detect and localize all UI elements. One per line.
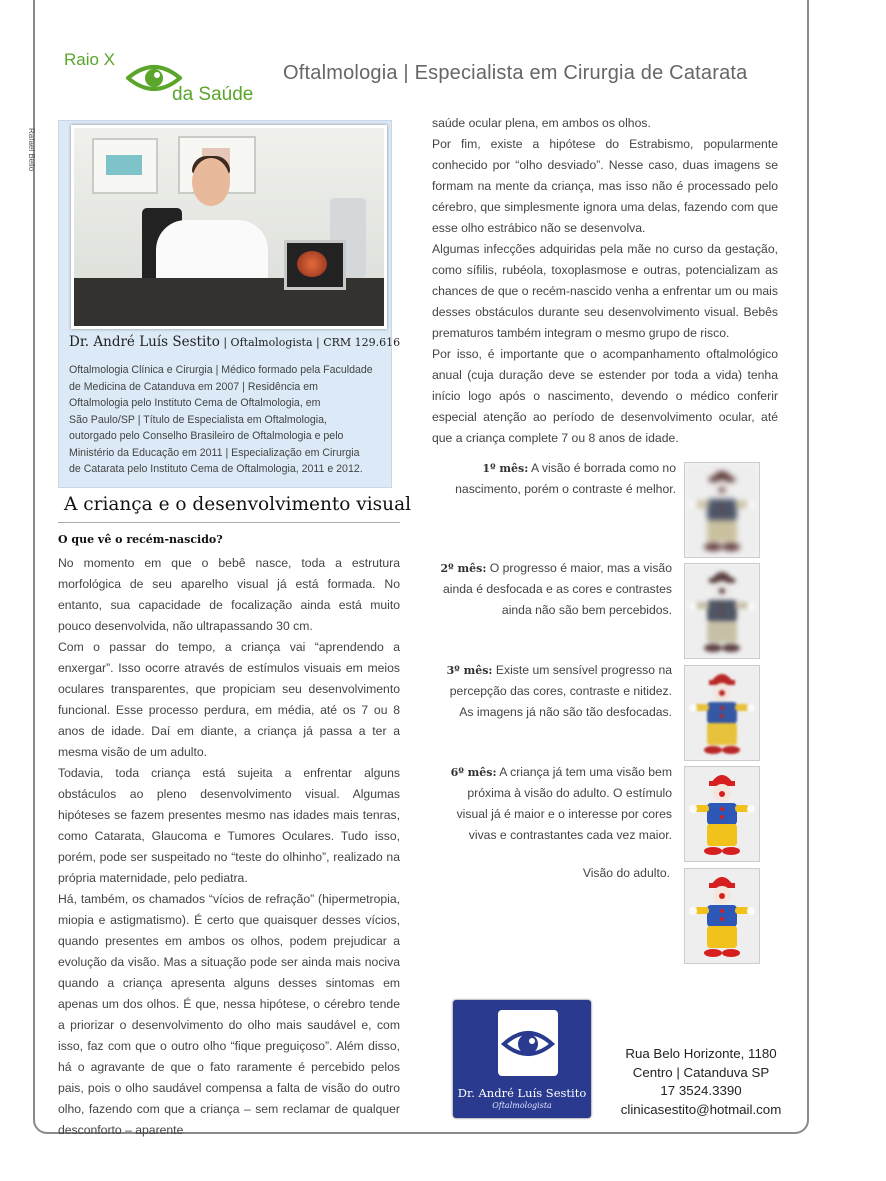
eye-icon <box>498 1010 558 1076</box>
doctor-credentials: | Oftalmologista | CRM 129.616 <box>219 336 401 349</box>
clinic-card <box>453 1000 591 1118</box>
stage-caption-1 <box>440 458 676 500</box>
clown-image-4 <box>684 766 760 862</box>
doctor-bio-line: São Paulo/SP | Título de Especialista em Oftalmologia, <box>69 413 327 426</box>
paragraph: Por fim, existe a hipótese do Estrabismo, popularmente conhecido por “olho desviado”. Nesse caso, duas imagens se formam na mente da criança, mas isso não é processado pelo cérebro, que simplesmente ignora uma delas, fazendo com que esse olho estrábico não se desenvolva. <box>432 137 778 235</box>
doctor-bio-line: Oftalmologia Clínica e Cirurgia | Médico formado pela Faculdade <box>69 364 373 376</box>
clown-image-2 <box>684 563 760 659</box>
clown-image-3 <box>684 665 760 761</box>
doctor-bio-line: de Medicina de Catanduva em 2007 | Residência em <box>69 380 318 393</box>
paragraph: No momento em que o bebê nasce, toda a estrutura morfológica de seu aparelho visual já está formada. No entanto, sua capacidade de focalização ainda está muito pouco desenvolvida, não ultrapassando 30 cm. <box>58 556 400 633</box>
paragraph: saúde ocular plena, em ambos os olhos. <box>432 116 651 130</box>
doctor-photo <box>71 125 387 329</box>
address-city: Centro | Catanduva SP <box>632 1064 770 1080</box>
paragraph: Há, também, os chamados “vícios de refração” (hipermetropia, miopia e astigmatismo). É certo que quaisquer desses vícios, quando presentes em ambos os olhos, podem prejudicar a evolução da visão. Mas a situação pode ser ainda mais nociva quando a criança apresenta alguns desses sintomas em apenas um dos olhos. É que, nessa hipótese, o cérebro tende a priorizar o desenvolvimento do olho mais saudável e, com isso, faz com que o outro olho “fique preguiçoso”. Além disso, há o agravante de que o fato raramente é percebido pelos pais, pois o olho saudável compensa a falta de visão do outro olho, fazendo com que a criança – sem reclamar de qualquer desconforto – aparente <box>58 892 400 1137</box>
card-doctor-role: Oftalmologista <box>492 1101 552 1110</box>
doctor-bio-line: Oftalmologia pelo Instituto Cema de Oftalmologia, em <box>69 397 321 409</box>
clinic-address <box>606 1045 796 1119</box>
doctor-bio-line: outorgado pelo Conselho Brasileiro de Oftalmologia e pelo <box>69 430 344 442</box>
article-title: A criança e o desenvolvimento visual <box>64 494 412 515</box>
stage-text: Visão do adulto. <box>582 866 670 880</box>
doctor-bio-line: de Catarata pelo Instituto Cema de Oftalmologia, 2011 e 2012. <box>69 463 363 475</box>
stage-text: Existe um sensível progresso na percepção das cores, contraste e nitidez. As imagens já não são tão desfocadas. <box>449 663 672 719</box>
stage-text: O progresso é maior, mas a visão ainda é desfocada e as cores e contrastes ainda não são bem percebidos. <box>443 561 672 617</box>
photo-credit: Rafael Bello <box>27 128 36 172</box>
clown-image-5 <box>684 868 760 964</box>
stage-text: A criança já tem uma visão bem próxima à visão do adulto. O estímulo visual já é maior e o interesse por cores vivas e contrastantes cada vez maior. <box>456 765 672 842</box>
stage-text: A visão é borrada como no nascimento, porém o contraste é melhor. <box>455 461 676 496</box>
stage-label: 3º mês: <box>446 664 493 677</box>
section-title: Oftalmologia | Especialista em Cirurgia de Catarata <box>283 62 748 84</box>
article-subhead: O que vê o recém-nascido? <box>58 533 223 546</box>
doctor-name <box>69 334 400 350</box>
paragraph: Com o passar do tempo, a criança vai “aprendendo a enxergar”. Isso ocorre através de estímulos visuais em meios oculares transparentes, que propiciam seu desenvolvimento funcional. Esse processo perdura, em média, até os 7 ou 8 anos de idade. Daí em diante, a criança já passa a ter a mesma visão de um adulto. <box>58 640 400 759</box>
paragraph: Por isso, é importante que o acompanhamento oftalmológico anual (cuja duração deve se estender por toda a vida) tenha início logo após o nascimento, devendo o médico conferir especial atenção ao período de desenvolvimento ocular, até que a criança complete 7 ou 8 anos de idade. <box>432 347 778 445</box>
stage-caption-4 <box>440 762 672 846</box>
doctor-bio <box>69 362 387 478</box>
address-street: Rua Belo Horizonte, 1180 <box>625 1046 777 1061</box>
article-column-left <box>58 553 400 1141</box>
stage-caption-3 <box>440 660 672 723</box>
stage-label: 2º mês: <box>440 562 487 575</box>
address-phone: 17 3524.3390 <box>660 1083 742 1099</box>
paragraph: Todavia, toda criança está sujeita a enfrentar alguns obstáculos ao pleno desenvolvimento visual. Algumas hipóteses se fazem presentes mesmo nas idades mais tenras, como Catarata, Glaucoma e Tumores Oculares. Tudo isso, porém, pode ser suspeitado no “teste do olhinho”, realizado na própria maternidade, pelo pediatra. <box>58 766 400 885</box>
paragraph: Algumas infecções adquiridas pela mãe no curso da gestação, como sífilis, rubéola, toxoplasmose e outras, potencializam as chances de que o recém-nascido venha a enfrentar um ou mais desses obstáculos durante seu desenvolvimento visual. Bebês prematuros também integram o mesmo grupo de risco. <box>432 242 778 340</box>
address-email[interactable]: clinicasestito@hotmail.com <box>620 1101 782 1117</box>
logo-text-raio-x: Raio X <box>64 50 116 69</box>
doctor-profile-box <box>58 120 401 488</box>
stage-caption-5 <box>440 863 670 884</box>
logo-text-da-saude: da Saúde <box>172 84 254 105</box>
doctor-name-main: Dr. André Luís Sestito <box>69 334 220 350</box>
clown-image-1 <box>684 462 760 558</box>
title-divider <box>58 522 400 523</box>
article-column-right <box>432 113 778 449</box>
card-doctor-name: Dr. André Luís Sestito <box>457 1086 587 1100</box>
stage-caption-2 <box>440 558 672 621</box>
doctor-bio-line: Ministério da Educação em 2011 | Especialização em Cirurgia <box>69 446 360 459</box>
stage-label: 1º mês: <box>482 462 529 475</box>
stage-label: 6º mês: <box>450 766 497 779</box>
